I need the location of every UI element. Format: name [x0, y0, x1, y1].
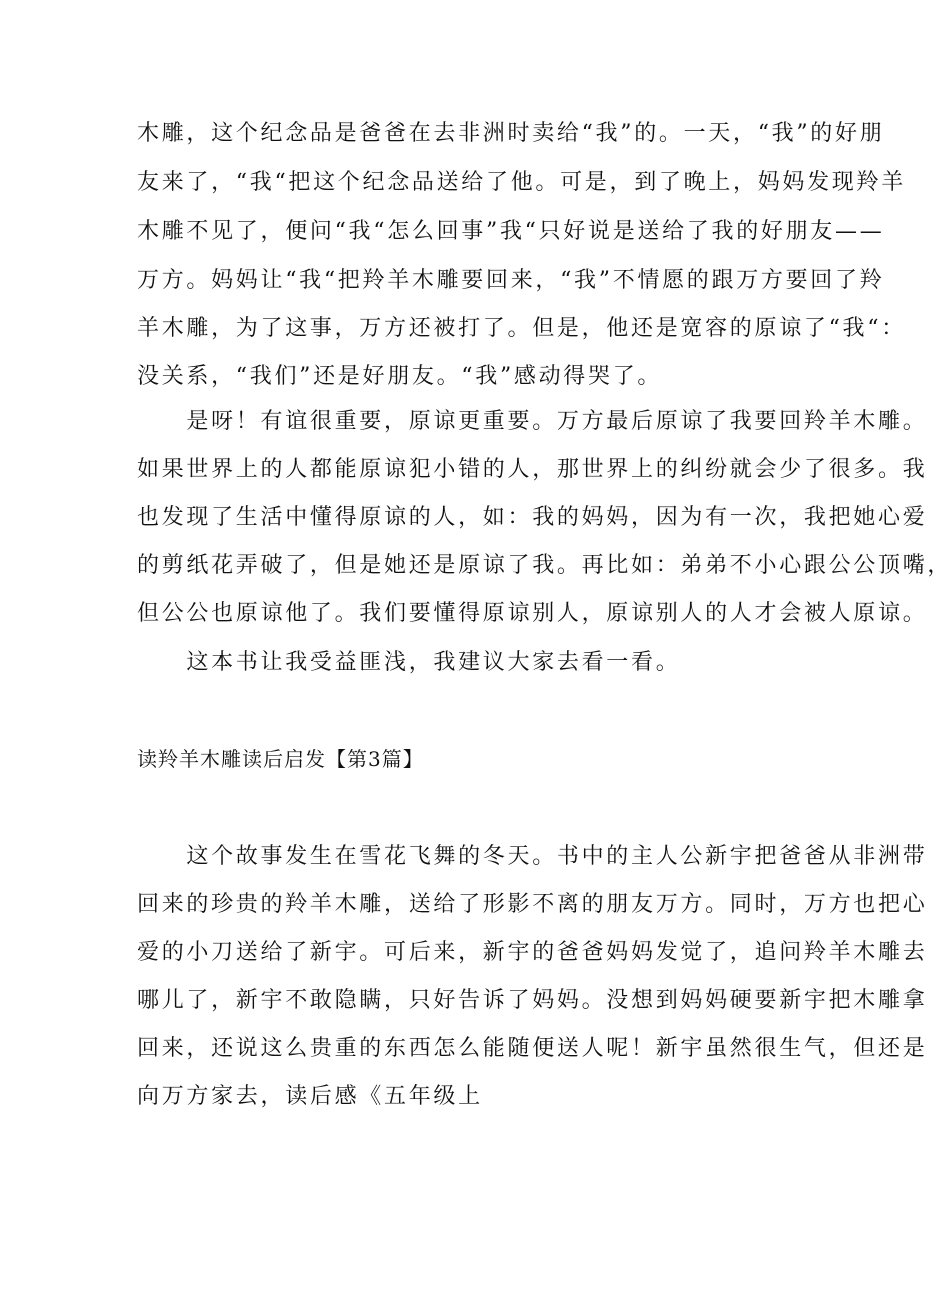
body-text-line: 万方。妈妈让“我“把羚羊木雕要回来，“我”不情愿的跟万方要回了羚 — [137, 268, 885, 293]
body-text-line: 如果世界上的人都能原谅犯小错的人，那世界上的纠纷就会少了很多。我 — [137, 457, 928, 482]
body-text-line: 爱的小刀送给了新宇。可后来，新宇的爸爸妈妈发觉了，追问羚羊木雕去 — [137, 940, 928, 965]
section-heading: 读羚羊木雕读后启发【第3篇】 — [137, 747, 424, 771]
body-text-line: 这本书让我受益匪浅，我建议大家去看一看。 — [137, 650, 681, 675]
body-text-line: 没关系，“我们”还是好朋友。“我”感动得哭了。 — [137, 364, 663, 389]
body-text-line: 友来了，“我“把这个纪念品送给了他。可是，到了晚上，妈妈发现羚羊 — [137, 170, 906, 195]
body-text-line: 但公公也原谅他了。我们要懂得原谅别人，原谅别人的人才会被人原谅。 — [137, 601, 928, 626]
body-text-line: 也发现了生活中懂得原谅的人，如：我的妈妈，因为有一次，我把她心爱 — [137, 505, 928, 530]
body-text-line: 羊木雕，为了这事，万方还被打了。但是，他还是宽容的原谅了“我“： — [137, 316, 906, 341]
body-text-line: 回来，还说这么贵重的东西怎么能随便送人呢！新宇虽然很生气，但还是 — [137, 1036, 928, 1061]
body-text-line: 木雕不见了，便问“我“怎么回事”我“只好说是送给了我的好朋友—— — [137, 219, 885, 244]
body-text-line: 向万方家去，读后感《五年级上 — [137, 1084, 483, 1109]
body-text-line: 回来的珍贵的羚羊木雕，送给了形影不离的朋友万方。同时，万方也把心 — [137, 892, 928, 917]
body-text-line: 这个故事发生在雪花飞舞的冬天。书中的主人公新宇把爸爸从非洲带 — [137, 844, 928, 869]
body-text-line: 木雕，这个纪念品是爸爸在去非洲时卖给“我”的。一天，“我”的好朋 — [137, 121, 885, 146]
body-text-line: 的剪纸花弄破了，但是她还是原谅了我。再比如：弟弟不小心跟公公顶嘴， — [137, 553, 952, 578]
body-text-line: 是呀！有谊很重要，原谅更重要。万方最后原谅了我要回羚羊木雕。 — [137, 409, 928, 434]
body-text-line: 哪儿了，新宇不敢隐瞒，只好告诉了妈妈。没想到妈妈硬要新宇把木雕拿 — [137, 988, 928, 1013]
